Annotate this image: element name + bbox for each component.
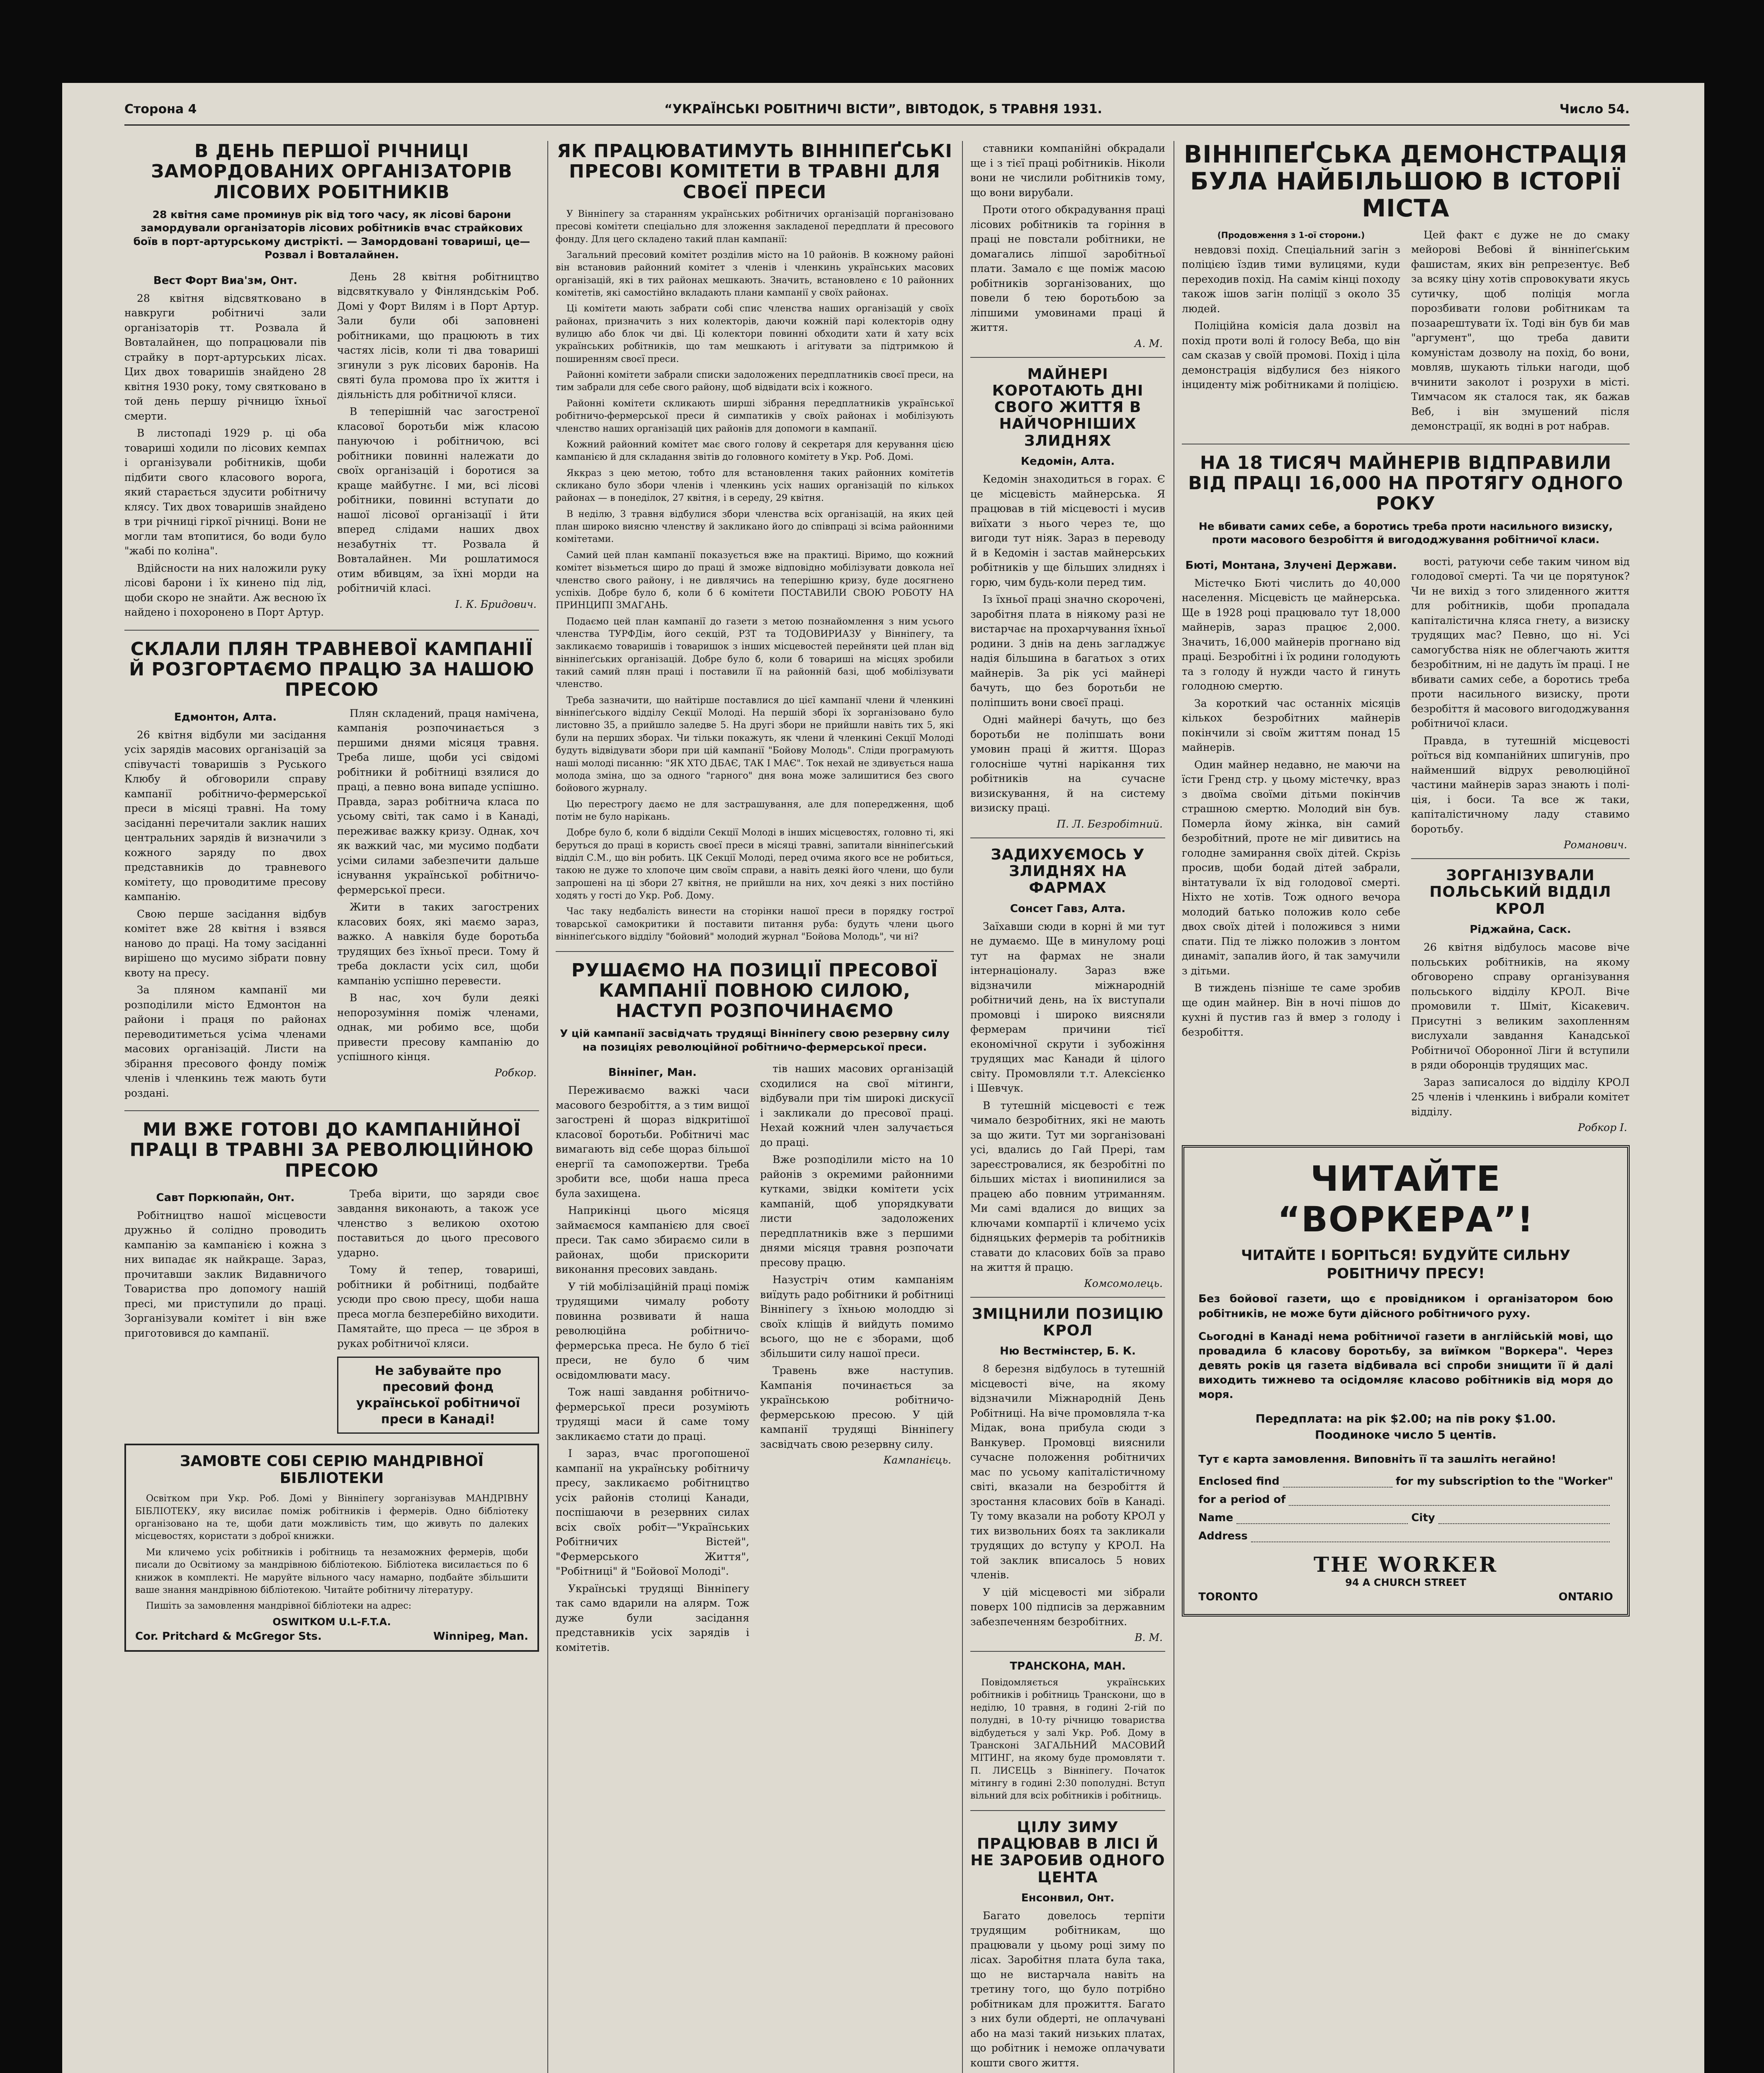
- paragraph: Травень вже наступив. Кампанія починається за українською робітничо-фермерською пресою. У цій кампанії трудящі Вінніпегу засвідчать свою резервну силу.: [760, 1364, 954, 1450]
- paragraph: Одні майнері бачуть, що без боротьби не поліпшать вони умовин праці й життя. Щораз голосніше чутні нарікання тих робітників на сучасне визискування, й на систему визиску праці.: [970, 714, 1165, 814]
- subheadline: У цій кампанії засвідчать трудящі Вінніпегу свою резервну силу на позиціях революційної робітничо-фермерської преси.: [560, 1027, 950, 1053]
- column-3: [970, 141, 1165, 2073]
- address-org: OSWITKOM U.L-F.T.A.: [272, 1616, 391, 1628]
- paragraph: День 28 квітня робітництво відсвяткувало у Фінляндськім Роб. Домі у Форт Вилям і в Порт Артур. Зали були обі заповнені робітниками, що працюють в тих частях лісів, коли ті два товариші згинули з рук лісових баронів. На святі була промова про їх життя і діяльність для робітничої кляси.: [337, 270, 539, 401]
- paragraph: В теперішній час загостреної класової боротьби між класою пануючою і робітничою, всі робітники повинні належати до своїх організацій і боротися за краще майбутнє. І ми, всі лісові робітники, повинні вступати до нашої лісової організації і йти вперед слідами наших двох незабутніх тт. Розвала й Вовталайнен. Ми рошлатимося отим вбивцям, за їхні морди на робітничій класі.: [337, 405, 539, 595]
- paragraph: Ми кличемо усіх робітників і робітниць та незаможних фермерів, щоби писали до Освітиому за мандрівною бібліотекою. Бібліотека висилається по 6 книжок в комплекті. Не маруйте вільного часу намарно, подбайте збільшити ваше знання мандрівною бібліотекою. Читайте робітничу літературу.: [135, 1547, 528, 1595]
- paragraph: Проти отого обкрадування праці лісових робітників та горіння в праці не повстали робітники, не домагались ліпшої заробітньої плати. Замало є ще поміж масою робітників зорганізованих, що повели б тею боротьбою за ліпшими умовинами праці й життя.: [970, 204, 1165, 333]
- name-field[interactable]: [1237, 1512, 1408, 1524]
- headline: МИ ВЖЕ ГОТОВІ ДО КАМПАНІЙНОЇ ПРАЦІ В ТРАВНІ ЗА РЕВОЛЮЦІЙНОЮ ПРЕСОЮ: [129, 1119, 534, 1181]
- headline: МАЙНЕРІ КОРОТАЮТЬ ДНІ СВОГО ЖИТТЯ В НАЙЧОРНІШИХ ЗЛИДНЯХ: [992, 365, 1144, 449]
- column-divider: [962, 141, 963, 2073]
- dateline: Ріджайна, Саск.: [1470, 923, 1571, 936]
- divider: [124, 630, 539, 631]
- paragraph: Вже розподілили місто на 10 районів з окремими районними кутками, звідки комітети усіх кампаній, щоб упорядкувати листи задоложених передплатників вже з першими днями місяця травня розпочати пресову працю.: [760, 1153, 954, 1269]
- divider: [970, 1810, 1165, 1811]
- paragraph: Українські трудящі Вінніпегу так само вдарили на алярм. Тож дуже були засідання представників усіх зарядів і комітетів.: [556, 1582, 749, 1653]
- headline: ЗМІЦНИЛИ ПОЗИЦІЮ КРОЛ: [972, 1305, 1164, 1339]
- headline: ЗОРГАНІЗУВАЛИ ПОЛЬСЬКИЙ ВІДДІЛ КРОЛ: [1429, 867, 1611, 918]
- form-label: for a period of: [1198, 1493, 1286, 1506]
- paragraph: Тож наші завдання робітничо-фермерської преси розуміють трудящі маси й саме тому закликаємо стати до праці.: [556, 1386, 749, 1442]
- dateline: Едмонтон, Алта.: [174, 711, 277, 723]
- city-field[interactable]: [1438, 1512, 1610, 1524]
- column-divider: [547, 141, 548, 2073]
- form-row-period: [1198, 1493, 1613, 1506]
- dateline: Кедомін, Алта.: [1020, 455, 1115, 468]
- paragraph: Правда, в тутешній місцевості роїться від компанійних шпигунів, про найменший відрух революційної частини майнерів зараз знають і поліція, і боси. Та все ж таки, капіталістичному ладу ставимо боротьбу.: [1411, 734, 1630, 835]
- headline: ЗАДИХУЄМОСЬ У ЗЛИДНЯХ НА ФАРМАХ: [991, 846, 1145, 897]
- page-number: Сторона 4: [124, 102, 197, 117]
- form-row-enclosed: [1198, 1475, 1613, 1488]
- divider: [970, 1297, 1165, 1298]
- paragraph: Назустріч отим кампаніям виїдуть радо робітники й робітниці Вінніпегу з їхньою молоддю зі своїх кліщів й вийдуть помимо всього, що не є зборами, щоб збільшити силу нашої преси.: [760, 1274, 954, 1359]
- paragraph: Освітком при Укр. Роб. Домі у Вінніпегу зорганізував МАНДРІВНУ БІБЛІОТЕКУ, яку висилає поміж робітників і фермерів. Одно бібліотеку організовано на те, щоби дати можливість тим, що живуть по далеких місцевостях, користати з доброї книжки.: [135, 1493, 528, 1542]
- paragraph: В неділю, 3 травня відбулися збори членства всіх організацій, на яких цей план широко виясню членству й закликано його до співпраці зі всіма районними комітетами.: [556, 509, 954, 545]
- worker-name: THE WORKER: [1313, 1552, 1498, 1577]
- dateline: Савт Поркюпайн, Онт.: [156, 1191, 295, 1204]
- paragraph: Самий цей план кампанії показується вже на практиці. Віримо, що кожний комітет візьметься щиро до праці й зможе відповідно мобілізувати довкола неї членство свого району, і не дивлячись на теперішню кризу, буде досягнено успіхів. Добре було б, коли б 6 комітети ПОСТАВИЛИ СВОЮ РОБОТУ НА ПРИНЦИПІ ЗМАГАНЬ.: [556, 550, 954, 611]
- paragraph: Повідомляється українських робітників і робітниць Транскони, що в неділю, 10 травня, в годині 2-гій по полудні, в 10-ту річницю товариства відбудеться у залі Укр. Роб. Дому в Трансконі ЗАГАЛЬНИЙ МАСОВИЙ МІТИНГ, на якому буде промовляти т. П. ЛИСЕЦЬ з Вінніпегу. Початок мітингу в годині 2:30 пополудні. Вступ вільний для всіх робітників і робітниць.: [970, 1677, 1165, 1801]
- paragraph: Треба вірити, що заряди своє завдання виконають, а також усе членство з великою охотою поставиться до цього пресового ударно.: [337, 1187, 539, 1259]
- paragraph: 26 квітня відбулось масове віче польських робітників, на якому обговорено справу організування польського відділу КРОЛ. Віче промовили т. Шміт, Кісакевич. Присутні з великим захопленням вислухали завдання Канадської Робітничої Оборонної Ліги й вступили в ряди оборонців трудящих мас.: [1411, 941, 1630, 1071]
- address-city: Winnipeg, Man.: [433, 1630, 528, 1643]
- form-label: for my subscription to the "Worker": [1395, 1475, 1613, 1488]
- article-press-offensive: [556, 960, 954, 1658]
- paragraph: Багато довелось терпіти трудящим робітникам, що працювали у цьому році зиму по лісах. Заробітня плата була така, що не вистарчала навіть на третину того, що було потрібно робітникам для прожиття. Багато з них були обдерті, не оплачувані або на мазі такий низьких платах, що робітник і неможе оплачувати кошти свого життя.: [970, 1909, 1165, 2069]
- dateline: Сонсет Гавз, Алта.: [1010, 902, 1126, 915]
- paragraph: Поліційна комісія дала дозвіл на похід проти волі й голосу Веба, що він сам сказав у своїй промові. Похід і ціла демонстрація відбулися без ніякого інциденту між робітниками й поліцією.: [1182, 320, 1400, 391]
- paragraph: 26 квітня відбули ми засідання усіх зарядів масових організацій за співучасті товаришів з Руського Клюбу й обговорили справу кампанії робітничо-фермерської преси в місяці травні. На тому засіданні перечитали заклик наших центральних зарядів й визначили з кожного заряду по двох представників до травневого комітету, що проводитиме пресову кампанію.: [124, 728, 326, 903]
- divider: [970, 357, 1165, 358]
- signature: П. Л. Безробітний.: [1057, 818, 1163, 830]
- newspaper-page: [62, 83, 1704, 2073]
- signature: Комсомолець.: [1084, 1277, 1163, 1289]
- paragraph: Цю перестрогу даємо не для застрашування, але для попередження, щоб потім не було нарікань.: [556, 799, 954, 822]
- paragraph: За короткий час останніх місяців кількох безробітних майнерів покінчили зі своїм життям понад 15 майнерів.: [1182, 697, 1400, 754]
- paragraph: Цей факт є дуже не до смаку мейорові Вебові й вінніпеґським фашистам, яких він репрезентує. Веб за всяку ціну хотів спровокувати якусь сутичку, щоб поліція могла порозбивати голови робітникам та позаарештувати їх. Тоді він був би мав "аргумент", що треба давити комуністам дозволу на похід, бо вони, мовляв, шукають тільки нагоди, щоб вчинити заколот і розрухи в місті. Тимчасом як сталося так, як бажав Веб, і він змушений після демонстрації, як водні в рот набрав.: [1411, 228, 1630, 432]
- paragraph: 8 березня відбулось в тутешній місцевості віче, на якому відзначили Міжнародній День Робітниці. На віче промовляла т-ка Мідак, вона прибула сюди з Ванкувер. Промовці вияснили сучасне положення робітничих мас по усьому капіталістичному світі, вказали на безробіття й зростання класових боїв в Канаді. Ту тому вказали на роботу КРОЛ у тих визвольних боях та закликали трудящих до вступу у КРОЛ. На той заклик вписалось 5 нових членів.: [970, 1363, 1165, 1581]
- headline: НА 18 ТИСЯЧ МАЙНЕРІВ ВІДПРАВИЛИ ВІД ПРАЦІ 16,000 НА ПРОТЯГУ ОДНОГО РОКУ: [1188, 452, 1623, 515]
- ad-subtitle: ЧИТАЙТЕ І БОРІТЬСЯ! БУДУЙТЕ СИЛЬНУ РОБІТНИЧУ ПРЕСУ!: [1241, 1247, 1571, 1282]
- article-winter-forest: [970, 1819, 1165, 2073]
- headline: В ДЕНЬ ПЕРШОЇ РІЧНИЦІ ЗАМОРДОВАНИХ ОРГАНІЗАТОРІВ ЛІСОВИХ РОБІТНИКІВ: [151, 141, 513, 203]
- price-line: Передплата: на рік $2.00; на пів року $1.00.: [1255, 1412, 1556, 1426]
- article-porcupine: [124, 1119, 539, 1439]
- form-label: City: [1411, 1511, 1435, 1524]
- signature: А. М.: [1134, 337, 1163, 350]
- column-2: [556, 141, 954, 1657]
- issue-number: Число 54.: [1559, 102, 1630, 117]
- signature: Робкор І.: [1578, 1121, 1627, 1134]
- paragraph: В нас, хоч були деякі непорозуміння поміж членами, однак, ми робимо все, щоби привести пресову кампанію до успішного кінця.: [337, 992, 539, 1063]
- subheadline: 28 квітня саме проминув рік від того часу, як лісові барони замордували організаторів лісових робітників вчас страйкових боїв в порт-артурському дистрікті. — Замордовані товариші, це—Розвал і Вовталайнен.: [133, 208, 530, 261]
- signature: І. К. Бридович.: [455, 598, 537, 610]
- headline: ЦІЛУ ЗИМУ ПРАЦЮВАВ В ЛІСІ Й НЕ ЗАРОБИВ ОДНОГО ЦЕНТА: [970, 1818, 1165, 1886]
- continuation-note: (Продовження з 1-ої сторони.): [1217, 230, 1365, 240]
- dateline: Бюті, Монтана, Злучені Держави.: [1185, 559, 1397, 572]
- divider: [556, 951, 954, 952]
- paragraph: Загальний пресовий комітет розділив місто на 10 районів. В кожному районі він встановив районний комітет з членів і членкинь українських масових організацій, які в тих районах мешкають. Значить, встановлено є 10 районних комітетів, які самостійно вкладають плани кампанії у своїх районах.: [556, 250, 954, 298]
- form-label: Name: [1198, 1511, 1234, 1524]
- address-field[interactable]: [1251, 1531, 1610, 1542]
- headline: СКЛАЛИ ПЛЯН ТРАВНЕВОЇ КАМПАНІЇ Й РОЗГОРТАЄМО ПРАЦЮ ЗА НАШОЮ ПРЕСОЮ: [129, 638, 535, 701]
- worker-city: TORONTO: [1198, 1590, 1258, 1603]
- form-label: Address: [1198, 1529, 1248, 1542]
- paragraph: Один майнер недавно, не маючи на їсти Гренд стр. у цьому містечку, враз з двоїма своїми дітьми покінчив страшною смертю. Молодий він був. Померла йому жінка, він самий безробітний, проте не міг дивитись на голодне замирання своїх дітей. Скрізь просив, щоби бодай дітей забрали, вінтатували їх від голодової смерті. Ніхто не хотів. Тож одного вечора молодий батько положив коло себе двох своїх дітей і положився з ними спати. Під те ліжко положив з лонтом динаміт, запалив його, й так замучили з дітьми.: [1182, 758, 1400, 977]
- paragraph: Час таку недбалість винести на сторінки нашої преси в порядку гострої товарської самокритики й поставити питання руба: будуть члени цього вінніпеґського відділу "бойовий" молодий журнал "Бойова Молодь", чи ні?: [556, 906, 954, 942]
- article-miners-kedomin: [970, 366, 1165, 830]
- worker-province: ONTARIO: [1558, 1590, 1613, 1603]
- form-row-address: [1198, 1530, 1613, 1542]
- form-row-name: [1198, 1512, 1613, 1524]
- paragraph: ставники компанійні обкрадали ще і з тієї праці робітників. Ніколи вони не числили робітників тому, що вони вирубали.: [970, 142, 1165, 199]
- dateline: Вест Форт Виа'зм, Онт.: [153, 274, 298, 287]
- header-rule: [124, 124, 1630, 126]
- article-continuation: [970, 141, 1165, 350]
- paragraph: Яккраз з цею метою, тобто для встановлення таких районних комітетів скликано було збори членів і членкинь усіх наших організацій по кількох районах — в понеділок, 27 квітня, і в середу, 29 квітня.: [556, 468, 954, 504]
- headline: РУШАЄМО НА ПОЗИЦІЇ ПРЕСОВОЇ КАМПАНІЇ ПОВНОЮ СИЛОЮ, НАСТУП РОЗПОЧИНАЄМО: [571, 959, 938, 1022]
- article-forest-workers: [124, 141, 539, 622]
- paragraph: Тому й тепер, товариші, робітники й робітниці, подбайте усюди про свою пресу, щоби наша преса могла безперебійно виходити. Памятайте, що преса — це зброя в руках робітничої кляси.: [337, 1264, 539, 1350]
- form-label: Enclosed find: [1198, 1475, 1280, 1488]
- paragraph: невдовзі похід. Спеціальний загін з поліцією їздив тими вулицями, куди переходив похід. На самім кінці походу також ішов загін поліції з около 35 людей.: [1182, 243, 1400, 315]
- paragraph: Районні комітети забрали списки задоложених передплатників своєї преси, на тим забрали для себе свого району, щоб відвідати всіх і кожного.: [556, 370, 954, 393]
- article-demonstration: [1182, 141, 1630, 436]
- paragraph: В листопаді 1929 р. ці оба товариші ходили по лісових кемпах і організували робітників, щоби підбити свого класового ворога, який старається здусити робітничу клясу. Тих двох товаришів знайдено в три річниці гіркої річниці. Вони не могли там втопитися, бо води було "жабі по коліна".: [124, 427, 326, 557]
- ad-title: ЧИТАЙТЕ “ВОРКЕРА”!: [1277, 1158, 1534, 1240]
- paragraph: Плян складений, праця намічена, кампанія розпочинається з першими днями місяця травня. Треба лише, щоби усі свідомі робітники й робітниці взялися до праці, а певно вона випаде успішно. Правда, зараз робітнича класа по усьому світі, так само і в Канаді, переживає важку кризу. Однак, хоч як важкий час, ми мусимо подбати усіми силами забезпечити дальше існування української робітничо-фермерської преси.: [337, 707, 539, 896]
- article-transcona: [970, 1660, 1165, 1803]
- article-butte-miners: [1182, 453, 1630, 1137]
- paragraph: Заїхавши сюди в корні й ми тут не думаємо. Ще в минулому році тут на фармах не знали інтернаціоналу. Зараз вже відзначили міжнародній робітничий день, на їх виступали промовці і широко виясняли фермерам причини тієї економічної скрути і зубожіння трудящих мас Канади й цілого світу. Промовляли т.т. Алексієнко і Шевчук.: [970, 920, 1165, 1094]
- column-1: [124, 141, 539, 1656]
- article-krol-westminster: [970, 1306, 1165, 1644]
- divider: [124, 1110, 539, 1111]
- dateline: Вінніпег, Ман.: [608, 1066, 697, 1079]
- headline: ВІННІПЕҐСЬКА ДЕМОНСТРАЦІЯ БУЛА НАЙБІЛЬШОЮ В ІСТОРІЇ МІСТА: [1183, 140, 1628, 222]
- subheadline: Не вбивати самих себе, а боротись треба проти насильного визиску, проти масового безробіття й вигододжування робітничої класи.: [1198, 520, 1613, 546]
- order-instruction: Тут є карта замовлення. Виповніть її та зашліть негайно!: [1198, 1453, 1556, 1466]
- column-4: [1182, 141, 1630, 1617]
- paragraph: вості, ратуючи себе таким чином від голодової смерті. Та чи це порятунок? Чи не вихід з того злиденного життя для робітників, щоби пропадала капіталістична кляса гнету, а визиску трудящих мас? Певно, що ні. Усі самогубства ніяк не облегчають життя безробітним, ні не дадуть їм праці. І не вбивати самих себе, а боротись треба проти насильного визиску, проти безробіття й масового вигододжування робітничої класи.: [1411, 555, 1630, 730]
- signature: Кампанієць.: [883, 1454, 951, 1466]
- paragraph: Районні комітети скликають ширші зібрання передплатників української робітничо-фермерської преси й симпатиків у своїх районах і мобілізують членство наших організацій цих районів для допомоги в кампанії.: [556, 398, 954, 434]
- press-fund-notice: Не забувайте про пресовий фонд української робітничої преси в Канаді!: [337, 1357, 539, 1434]
- paragraph: Жити в таких загострених класових боях, які маємо зараз, важко. А навкіля буде боротьба трудящих без їхньої преси. Тому й треба докласти усіх сил, щоби кампанію успішно перевести.: [337, 901, 539, 987]
- signature: Робкор.: [494, 1066, 537, 1079]
- paragraph: Зараз записалося до відділу КРОЛ 25 членів і членкинь і вибрали комітет відділу.: [1411, 1076, 1630, 1118]
- box-title: ЗАМОВТЕ СОБІ СЕРІЮ МАНДРІВНОЇ БІБЛІОТЕКИ: [180, 1453, 484, 1487]
- paragraph: Містечко Бюті числить до 40,000 населення. Місцевість це майнерська. Ще в 1928 році працювало тут 18,000 майнерів, зараз працює 2,000. Значить, 16,000 майнерів прогнано від праці. Безробітні і їх родини голодують та з голоду й нужди часто й гинуть голодною смертю.: [1182, 577, 1400, 692]
- masthead-line: “УКРАЇНСЬКІ РОБІТНИЧІ ВІСТИ”, ВІВТОДОК, 5 ТРАВНЯ 1931.: [664, 102, 1102, 117]
- article-edmonton: [124, 639, 539, 1103]
- paragraph: Наприкінці цього місяця займаємося кампанією для своєї преси. Так само збираємо сили в районах, щоби прискорити виконання пресових завдань.: [556, 1204, 749, 1276]
- paragraph: За пляном кампанії ми розподілили місто Едмонтон на райони і праця по районах переводитиметься усіма членами масових організацій. Листи на збірання пресового фонду поміж членів і членкинь теж мають бути роздані.: [124, 984, 326, 1099]
- paragraph: Робітництво нашої місцевости дружньо й солідно проводить кампанію за кампанією і кожна з них випадає як найкраще. Зараз, прочитавши заклик Видавничого Товариства про допомогу нашій пресі, ми приступили до праці. Зорганізували комітет і він вже приготовився до кампанії.: [124, 1209, 326, 1339]
- signature: Романович.: [1563, 839, 1627, 851]
- paragraph: У тій мобілізаційній праці поміж трудящими чималу роботу повинна розвивати й наша революційна робітничо-фермерська преса. Не було б тієї преси, не було б чим освідомлювати масу.: [556, 1280, 749, 1381]
- enclosed-field[interactable]: [1283, 1476, 1392, 1488]
- worker-street: 94 A CHURCH STREET: [1345, 1576, 1466, 1588]
- divider: [970, 837, 1165, 838]
- paragraph: Ці комітети мають забрати собі спис членства наших організацій у своїх районах, призначить з них колекторів, даючи кожній парі колекторів одну вулицю або блок чи дві. Ці колектори повинні обходити хати й хату всіх українських робітників, що там мешкають і агітувати за підтримкою й поширенням своєї преси.: [556, 303, 954, 364]
- paragraph: Кедомін знаходиться в горах. Є це місцевість майнерська. Я працював в тій місцевості і мусив виїхати з нього через те, що вигоди тут ніяк. Зараз в переводу й в Кедомін і застав майнерських робітників у ще більших злиднях і горю, чим будь-коли перед тим.: [970, 473, 1165, 588]
- dateline: Ню Вестмінстер, Б. К.: [1000, 1345, 1136, 1358]
- headline: ЯК ПРАЦЮВАТИМУТЬ ВІННІПЕҐСЬКІ ПРЕСОВІ КОМІТЕТИ В ТРАВНІ ДЛЯ СВОЄЇ ПРЕСИ: [557, 141, 952, 203]
- ad-paragraph: Без бойової газети, що є провідником і організатором бою робітників, не може бути дійсного робітничого руху.: [1198, 1293, 1613, 1320]
- paragraph: Треба зазначити, що найтірше поставлися до цієї кампанії члени й членкині вінніпеґського відділу Секції Молоді. На першій зборі їх зорганізовано було листовно 35, а прийшло заледве 5. На другі збори не прийшли навіть тих 5, які були на перших зборах. Чи тільки покажуть, як члени й членкині Секції Молоді будуть відвідувати збори при цій кампанії "Бойову Молодь". Сліди програмують наші молоді писанню: "ЯК ХТО ДБАЄ, ТАК І МАЄ". Ток нехай не здивується наша молода зміна, що за одного "гарного" дня вона може залишитися без свого бойового журналу.: [556, 695, 954, 794]
- paragraph: У Вінніпегу за старанням українських робітничих організацій порганізовано пресові комітети спеціально для зложення закладеної передплати й пресового фонду. Для цего складено такий план кампанії:: [556, 209, 954, 245]
- period-field[interactable]: [1289, 1494, 1610, 1506]
- paragraph: Вдійсности на них наложили руку лісові барони і їх кинено під лід, щоби скоро не знайти. Аж весною їх найдено і похоронено в Порт Артур.: [124, 562, 326, 619]
- paragraph: Свою перше засідання відбув комітет вже 28 квітня і взявся наново до праці. На тому засіданні вирішено що мусимо зібрати повну квоту на пресу.: [124, 908, 326, 979]
- ad-paragraph: Сьогодні в Канаді нема робітничої газети в англійській мові, що провадила б класову боротьбу, за виїмком "Воркера". Через девять років ця газета відбивала всі спроби знищити її й далі виходить тижнево та осідомляє класово робітників від моря до моря.: [1198, 1330, 1613, 1401]
- divider: [970, 1651, 1165, 1652]
- worker-advertisement: [1182, 1145, 1630, 1617]
- dateline: Енсонвил, Онт.: [1021, 1891, 1115, 1904]
- paragraph: І зараз, вчас прогопошеної кампанії на українську робітничу пресу, закликаємо робітництво усіх районів столиці Канади, поспішаючи в резервних силах всіх своїх робіт—"Українських Робітничих Вістей", "Фермерського Життя", "Робітниці" й "Бойової Молоді".: [556, 1447, 749, 1578]
- article-farms: [970, 847, 1165, 1289]
- paragraph: Добре було б, коли б відділи Секції Молоді в інших місцевостях, головно ті, які беруться до праці в користь своєї преси в місяці травні, запитали вінніпеґський відділ С.М., що він робить. ЦК Секції Молоді, перед очима якого все не робиться, такою не дуже то хлопоче цим своїм справи, а навіть деякі його члени, що були запрошені на ці збори 27 квітня, не прийшли на них, хоч деякі з них постійно ходять у гості до Укр. Роб. Дому.: [556, 828, 954, 901]
- paragraph: В тутешній місцевості є теж чимало безробітних, які не мають за що жити. Тут ми зорганізовані усі, вдались до Гай Прері, там зареєстровалися, як безробітні по більших містах і виопинилися за працею або повним утриманням. Ми самі вдалися до вищих за ключами компартії і кличемо усіх бідняцьких фермерів та робітників ставати до класових боїв за право на життя й працю.: [970, 1099, 1165, 1273]
- paragraph: Кожний районний комітет має свого голову й секретаря для керування цією кампанією й для складання звітів до головного комітету в Укр. Роб. Домі.: [556, 439, 954, 463]
- paragraph: Переживаємо важкі часи масового безробіття, а з тим вищої загострені й щораз відкритішої класової боротьби. Робітничі мас вимагають від себе щораз більшої енергії та самопожертви. Треба зробити все, щоби наша преса була захищена.: [556, 1084, 749, 1199]
- address-street: Cor. Pritchard & McGregor Sts.: [135, 1630, 322, 1643]
- article-winnipeg-committees: [556, 141, 954, 944]
- paragraph: Пишіть за замовлення мандрівної бібліотеки на адрес:: [146, 1601, 412, 1612]
- single-copy-price: Поодиноке число 5 центів.: [1315, 1428, 1497, 1442]
- library-box: [124, 1444, 539, 1651]
- signature: В. М.: [1135, 1631, 1163, 1644]
- paragraph: У цій місцевості ми зібрали поверх 100 підписів за державним забезпеченням безробітних.: [970, 1586, 1165, 1628]
- subscription-price: [1198, 1410, 1613, 1443]
- paragraph: Подаємо цей план кампанії до газети з метою познайомлення з ним усього членства ТУРФДім, його секцій, РЗТ та ТОДОВИРИАЗУ у Вінніпегу, та закликаємо товаришів і товаришок з інших місцевостей перейняти цей план від вінніпеґських організацій. Добре було б, коли б товариші на місцях зробили такий самий плян праці і поставили її на районній базі, щоб мобілізувати членство.: [556, 616, 954, 690]
- headline: ТРАНСКОНА, МАН.: [1010, 1660, 1126, 1673]
- paragraph: В тиждень пізніше те саме зробив ще один майнер. Він в ночі пішов до кухні й пустив газ й вмер з голоду і безробіття.: [1182, 982, 1400, 1038]
- paragraph: тів наших масових організацій сходилися на свої мітинги, відбували при тім широкі дискусії і закликали до пресової праці. Нехай кожний член залучається до праці.: [760, 1063, 954, 1148]
- divider: [1411, 858, 1630, 859]
- running-header: [62, 102, 1704, 123]
- paragraph: 28 квітня відсвятковано в навкруги робітничі зали організаторів тт. Розвала й Вовталайнен, що попрацювали пів страйку в порт-артурських лісах. Цих двох товаришів знайдено 28 квітня 1930 року, тому святковано в той день першу річницю їхньої смерти.: [124, 292, 326, 422]
- paragraph: Із їхньої праці значно скорочені, заробітня плата в ніякому разі не вистарчає на прохарчування їхньої родини. З днів на день загладжує надія більшина в багатьох з отих майнерів. За рік усі майнері бачуть, що без боротьби не поліпшить вони своєї праці.: [970, 593, 1165, 709]
